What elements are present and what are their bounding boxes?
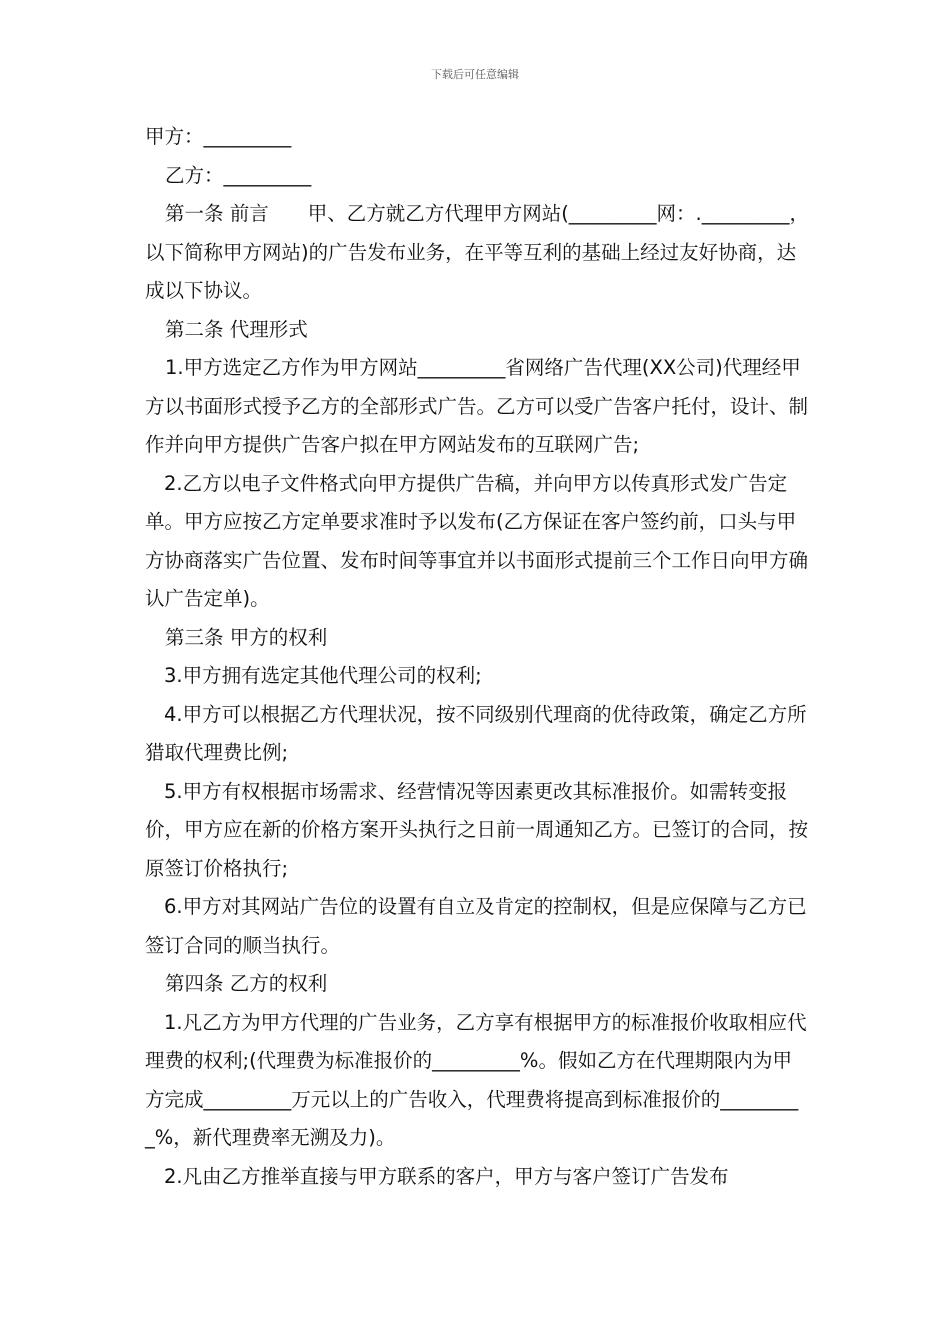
- article-3-heading: 第三条 甲方的权利: [165, 625, 328, 649]
- article-1-preamble: 第一条 前言 甲、乙方就乙方代理甲方网站(_________网：._________，以下简称甲方网站)的广告发布业务，在平等互利的基础上经过友好协商，达成以下协议。: [145, 202, 810, 302]
- clause-4-1: 1.凡乙方为甲方代理的广告业务，乙方享有根据甲方的标准报价收取相应代理费的权利;(代理费为标准报价的_________%。假如乙方在代理期限内为甲方完成_________万元以上的广告收入，代理费将提高到标准报价的_________%，新代理费率无溯及力)。: [145, 1010, 807, 1149]
- clause-3-4: 4.甲方可以根据乙方代理状况，按不同级别代理商的优待政策，确定乙方所猎取代理费比例;: [145, 702, 807, 764]
- clause-2-1: 1.甲方选定乙方作为甲方网站_________省网络广告代理(XX公司)代理经甲方以书面形式授予乙方的全部形式广告。乙方可以受广告客户托付，设计、制作并向甲方提供广告客户拟在甲方网站发布的互联网广告;: [145, 356, 809, 456]
- document-body: [145, 118, 810, 1196]
- article-2-heading: 第二条 代理形式: [165, 317, 308, 341]
- party-a-line: 甲方：_________: [145, 125, 292, 148]
- clause-2-2: 2.乙方以电子文件格式向甲方提供广告稿，并向甲方以传真形式发广告定单。甲方应按乙方定单要求准时予以发布(乙方保证在客户签约前，口头与甲方协商落实广告位置、发布时间等事宜并以书面形式提前三个工作日向甲方确认广告定单)。: [145, 471, 809, 610]
- party-b-line: 乙方：_________: [165, 163, 312, 187]
- article-4-heading: 第四条 乙方的权利: [165, 972, 328, 995]
- page-header: 下载后可任意编辑: [431, 68, 519, 81]
- clause-3-3: 3.甲方拥有选定其他代理公司的权利;: [164, 664, 482, 687]
- clause-3-5: 5.甲方有权根据市场需求、经营情况等因素更改其标准报价。如需转变报价，甲方应在新的价格方案开头执行之日前一周通知乙方。已签订的合同，按原签订价格执行;: [145, 779, 809, 880]
- clause-4-2: 2.凡由乙方推举直接与甲方联系的客户，甲方与客户签订广告发布: [164, 1164, 729, 1188]
- clause-3-6: 6.甲方对其网站广告位的设置有自立及肯定的控制权，但是应保障与乙方已签订合同的顺当执行。: [145, 895, 807, 957]
